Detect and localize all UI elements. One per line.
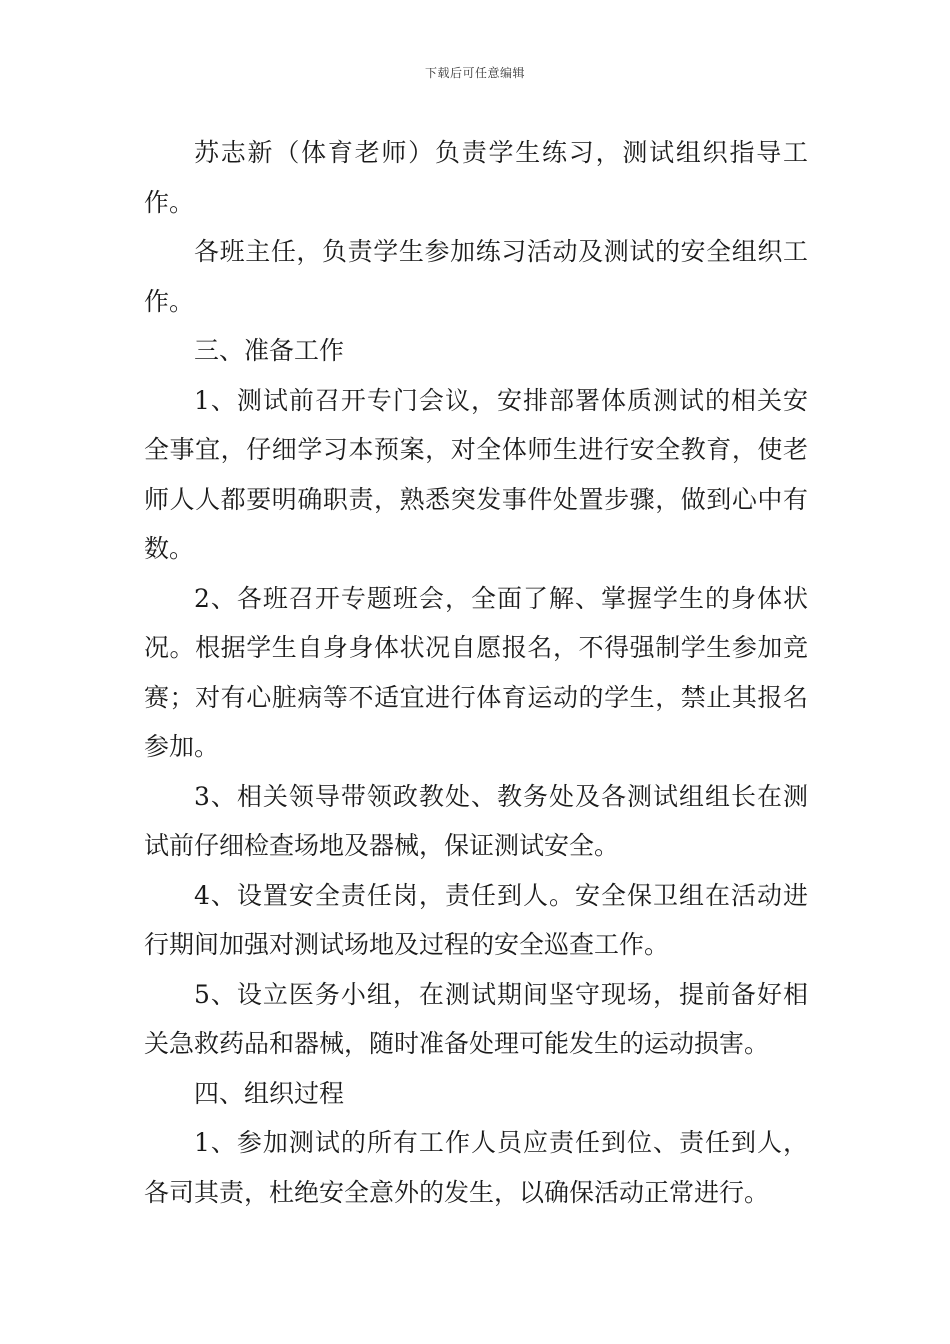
paragraph-prep-item-1: 1、测试前召开专门会议，安排部署体质测试的相关安全事宜，仔细学习本预案，对全体师生进行安全教育，使老师人人都要明确职责，熟悉突发事件处置步骤，做到心中有数。 bbox=[144, 385, 808, 563]
section-heading-preparation: 三、准备工作 bbox=[194, 336, 345, 365]
paragraph-su-zhixin-duty: 苏志新（体育老师）负责学生练习，测试组织指导工作。 bbox=[144, 138, 808, 217]
paragraph-prep-item-5: 5、设立医务小组，在测试期间坚守现场，提前备好相关急救药品和器械，随时准备处理可能发生的运动损害。 bbox=[144, 979, 808, 1058]
paragraph-class-teacher-duty: 各班主任，负责学生参加练习活动及测试的安全组织工作。 bbox=[144, 237, 808, 316]
page-header-note: 下载后可任意编辑 bbox=[424, 66, 525, 80]
paragraph-prep-item-2: 2、各班召开专题班会，全面了解、掌握学生的身体状况。根据学生自身身体状况自愿报名，不得强制学生参加竞赛；对有心脏病等不适宜进行体育运动的学生，禁止其报名参加。 bbox=[144, 583, 808, 761]
document-body bbox=[144, 128, 808, 1217]
paragraph-prep-item-4: 4、设置安全责任岗，责任到人。安全保卫组在活动进行期间加强对测试场地及过程的安全巡查工作。 bbox=[144, 880, 808, 959]
paragraph-prep-item-3: 3、相关领导带领政教处、教务处及各测试组组长在测试前仔细检查场地及器械，保证测试安全。 bbox=[144, 781, 808, 860]
paragraph-process-item-1: 1、参加测试的所有工作人员应责任到位、责任到人，各司其责，杜绝安全意外的发生，以确保活动正常进行。 bbox=[144, 1128, 808, 1207]
section-heading-process: 四、组织过程 bbox=[194, 1078, 345, 1108]
